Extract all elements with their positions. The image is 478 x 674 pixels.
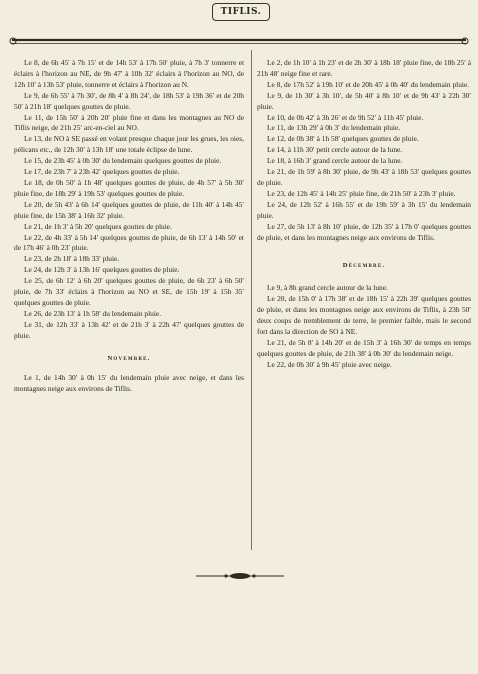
entry-paragraph: Le 17, de 23h 7′ à 23h 42′ quelques gouttes de pluie.	[24, 167, 180, 177]
entry-paragraph: Le 21, de 5h 8′ à 14h 20′ et de 15h 3′ à 16h 30′ de temps en temps quelques gouttes de pluie, de 21h 38′ à 0h 30′ du lendemain neige.	[257, 337, 471, 358]
left-column	[14, 58, 244, 395]
decembre-entries	[257, 283, 471, 370]
entry-paragraph: Le 20, de 15h 0′ à 17h 38′ et de 18h 15′ à 22h 39′ quelques gouttes de pluie, et dans les montagnes neige aux environs de Tiflis, à 23h 50′ deux coups de tremblement de terre, le premier faible, mais le second fort dans la direction de SO à NE.	[257, 294, 471, 336]
entry-paragraph: Le 2, de 1h 10′ à 1h 23′ et de 2h 30′ à 18h 18′ pluie fine, de 18h 25′ à 21h 48′ neige fine et rare.	[257, 58, 471, 78]
entry-paragraph: Le 11, de 15h 50′ à 20h 20′ pluie fine et dans les montagnes au NO de Tiflis neige, de 21h 25′ arc-en-ciel au NO.	[14, 112, 244, 133]
entry-paragraph: Le 8, de 17h 52′ à 19h 10′ et de 20h 45′ à 0h 40′ du lendemain pluie.	[267, 79, 470, 89]
entry-paragraph: Le 9, de 6h 55′ à 7h 30′, de 8h 4′ à 8h 24′, de 18h 53′ à 19h 36′ et de 20h 50′ à 21h 18′ quelques gouttes de pluie.	[14, 90, 244, 111]
entry-paragraph: Le 18, à 16h 3′ grand cercle autour de la lune.	[267, 156, 403, 166]
entry-paragraph: Le 23, de 12h 45′ à 14h 25′ pluie fine, de 21h 50′ à 23h 3′ pluie.	[267, 188, 456, 198]
entry-paragraph: Le 14, à 11h 30′ petit cercle autour de la lune.	[267, 145, 403, 155]
entry-paragraph: Le 27, de 5h 13′ à 8h 10′ pluie, de 12h 35′ à 17h 0′ quelques gouttes de pluie, et dans les montagnes neige aux environs de Tiflis.	[257, 221, 471, 242]
right-column	[257, 58, 471, 371]
entry-paragraph: Le 10, de 0h 42′ à 3h 26′ et de 9h 52′ à 11h 45′ pluie.	[267, 112, 424, 122]
entry-paragraph: Le 9, à 8h grand cercle autour de la lune.	[267, 283, 388, 293]
entry-paragraph: Le 8, de 6h 45′ à 7h 15′ et de 14h 53′ à 17h 50′ pluie, à 7h 3′ tonnerre et éclairs à l'horizon au NE, de 9h 47′ à 10h 32′ éclairs à l'horizon au NO, de 12h 10′ à 13h 53′ pluie, tonnerre et éclairs à l'horizon au N.	[14, 58, 244, 89]
left-entries	[14, 58, 244, 342]
entry-paragraph: Le 11, de 13h 29′ à 0h 3′ du lendemain pluie.	[267, 123, 401, 133]
entry-paragraph: Le 31, de 12h 33′ à 13h 42′ et de 21h 3′ à 22h 47′ quelques gouttes de pluie.	[14, 319, 244, 340]
right-entries	[257, 58, 471, 243]
bottom-ornament	[196, 572, 284, 580]
page-title: TIFLIS.	[212, 3, 270, 21]
entry-paragraph: Le 13, de NO à SE passé en volant presque chaque jour les grues, les oies, pélicans etc., de 12h 30′ à 13h 18′ une totale éclipse de lune.	[14, 134, 244, 155]
entry-paragraph: Le 25, de 6h 12′ à 6h 20′ quelques gouttes de pluie, de 6h 23′ à 6h 50′ pluie, de 7h 33′ éclairs à l'horizon au NO et SE, de 15h 19′ à 15h 35′ quelques gouttes de pluie.	[14, 276, 244, 307]
entry-paragraph: Le 24, de 12h 52′ à 16h 55′ et de 19h 59′ à 3h 15′ du lendemain pluie.	[257, 199, 471, 220]
entry-paragraph: Le 23, de 2h 18′ à 18h 33′ pluie.	[24, 254, 120, 264]
entry-paragraph: Le 26, de 23h 13′ à 1h 58′ du lendemain pluie.	[24, 308, 162, 318]
novembre-entries	[14, 373, 244, 395]
column-divider	[251, 50, 252, 550]
entry-paragraph: Le 22, de 0h 30′ à 9h 45′ pluie avec neige.	[267, 359, 392, 369]
entry-paragraph: Le 20, de 5h 43′ à 6h 14′ quelques gouttes de pluie, de 11h 40′ à 14h 45′ pluie fine, de 15h 38′ à 16h 32′ pluie.	[14, 199, 244, 220]
entry-paragraph: Le 9, de 1h 30′ à 3h 10′, de 5h 40′ à 8h 10′ et de 9h 43′ à 22h 30′ pluie.	[257, 90, 471, 111]
entry-paragraph: Le 18, de 0h 50′ à 1h 48′ quelques gouttes de pluie, de 4h 57′ à 5h 30′ pluie fine, de 18h 29′ à 19h 53′ quelques gouttes de pluie.	[14, 177, 244, 198]
entry-paragraph: Le 1, de 14h 30′ à 0h 15′ du lendemain pluie avec neige, et dans les montagnes neige aux environs de Tiflis.	[14, 373, 244, 394]
entry-paragraph: Le 24, de 12h 3′ à 13h 16′ quelques gouttes de pluie.	[24, 265, 180, 275]
entry-paragraph: Le 21, de 1h 3′ à 5h 20′ quelques gouttes de pluie.	[24, 221, 172, 231]
top-ornamental-rule	[8, 28, 470, 48]
entry-paragraph: Le 12, de 0h 38′ à 1h 58′ quelques gouttes de pluie.	[267, 134, 419, 144]
entry-paragraph: Le 22, de 4h 33′ à 5h 14′ quelques gouttes de pluie, de 6h 13′ à 14h 50′ et de 17h 46′ à 0h 23′ pluie.	[14, 232, 244, 253]
section-heading-decembre: Décembre.	[342, 262, 386, 270]
entry-paragraph: Le 15, de 23h 45′ à 0h 30′ du lendemain quelques gouttes de pluie.	[24, 156, 222, 166]
section-heading-novembre: Novembre.	[107, 354, 151, 362]
entry-paragraph: Le 21, de 1h 59′ à 8h 30′ pluie, de 9h 43′ à 18h 53′ quelques gouttes de pluie.	[257, 167, 471, 187]
